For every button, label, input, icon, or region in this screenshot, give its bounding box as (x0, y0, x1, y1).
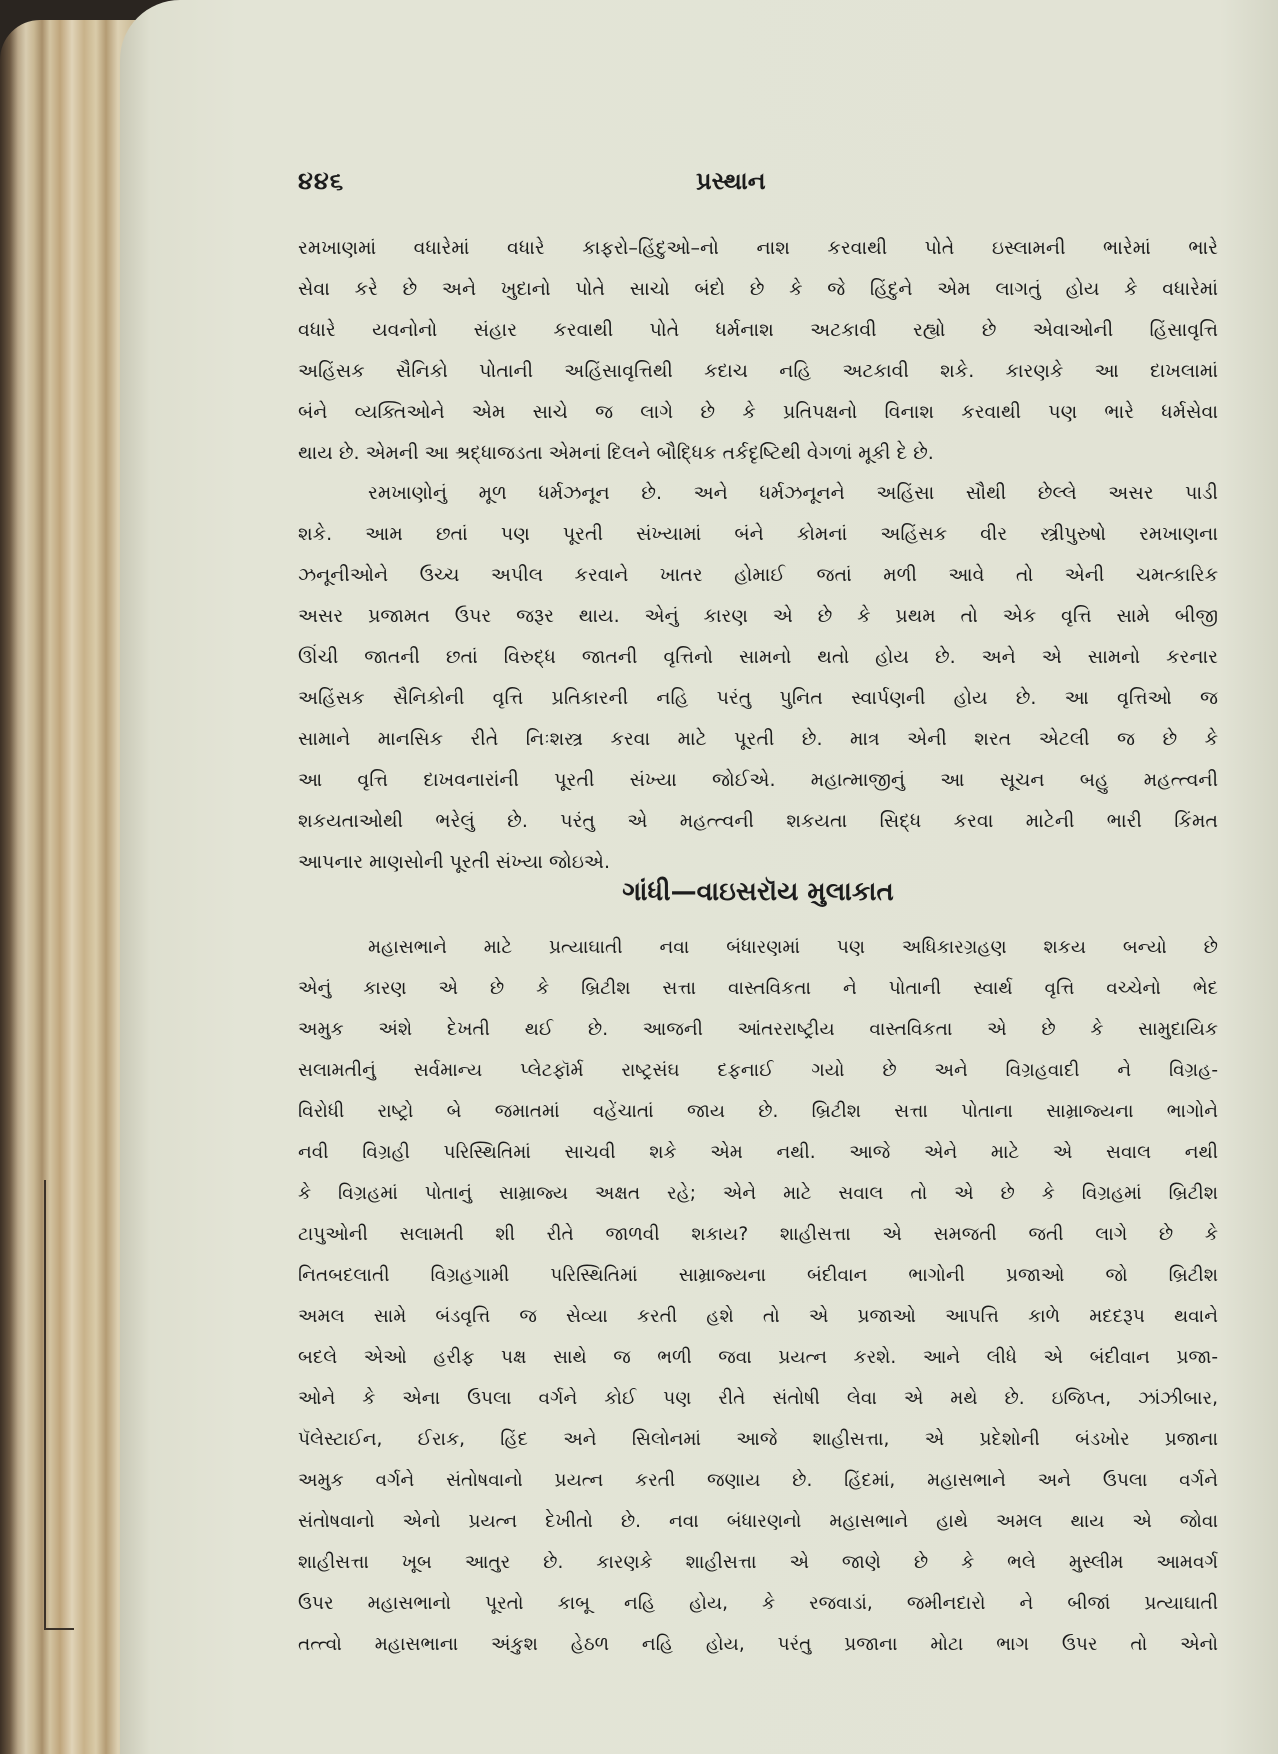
text-line: ઊંચી જાતની છતાં વિરુદ્ધ જાતની વૃત્તિનો સામનો થતો હોય છે. અને એ સામનો કરનાર (298, 646, 1218, 668)
text-line: અહિંસક સૈનિકો પોતાની અહિંસાવૃત્તિથી કદાચ નહિ અટકાવી શકે. કારણકે આ દાખલામાં (298, 360, 1218, 382)
text-line: શાહીસત્તા ખૂબ આતુર છે. કારણકે શાહીસત્તા એ જાણે છે કે ભલે મુસ્લીમ આમવર્ગ (298, 1552, 1218, 1573)
text-line: વધારે યવનોનો સંહાર કરવાથી પોતે ધર્મનાશ અટકાવી રહ્યો છે એવાઓની હિંસાવૃત્તિ (298, 319, 1218, 341)
running-title: પ્રસ્થાન (696, 167, 766, 195)
text-line: રમખાણોનું મૂળ ધર્મઝનૂન છે. અને ધર્મઝનૂનને અહિંસા સૌથી છેલ્લે અસર પાડી (368, 482, 1218, 504)
text-line: સેવા કરે છે અને ખુદાનો પોતે સાચો બંદો છે કે જે હિંદુને એમ લાગતું હોય કે વધારેમાં (298, 278, 1218, 300)
text-line: શકે. આમ છતાં પણ પૂરતી સંખ્યામાં બંને કોમનાં અહિંસક વીર સ્ત્રીપુરુષો રમખાણના (298, 523, 1218, 545)
text-line: રમખાણમાં વધારેમાં વધારે કાફરો–હિંદુઓ–નો નાશ કરવાથી પોતે ઇસ્લામની ભારેમાં ભારે (298, 237, 1218, 259)
text-line: થાય છે. એમની આ શ્રદ્ધાજડતા એમનાં દિલને બૌદ્ધિક તર્કદૃષ્ટિથી વેગળાં મૂકી દે છે. (298, 442, 934, 464)
text-line: એનું કારણ એ છે કે બ્રિટીશ સત્તા વાસ્તવિકતા ને પોતાની સ્વાર્થ વૃત્તિ વચ્ચેનો ભેદ (298, 978, 1218, 999)
text-line: સલામતીનું સર્વમાન્ય પ્લેટફૉર્મ રાષ્ટ્રસંઘ દફનાઈ ગયો છે અને વિગ્રહવાદી ને વિગ્રહ- (298, 1060, 1218, 1081)
binding-tick (44, 1628, 74, 1630)
text-line: સામાને માનસિક રીતે નિઃશસ્ત્ર કરવા માટે પૂરતી છે. માત્ર એની શરત એટલી જ છે કે (298, 728, 1218, 750)
text-line: પૅલેસ્ટાઈન, ઈરાક, હિંદ અને સિલોનમાં આજે શાહીસત્તા, એ પ્રદેશોની બંડખોર પ્રજાના (298, 1429, 1218, 1450)
text-line: ઉપર મહાસભાનો પૂરતો કાબૂ નહિ હોય, કે રજવાડાં, જમીનદારો ને બીજાં પ્રત્યાઘાતી (298, 1593, 1218, 1614)
text-line: કે વિગ્રહમાં પોતાનું સામ્રાજ્ય અક્ષત રહે; એને માટે સવાલ તો એ છે કે વિગ્રહમાં બ્રિટીશ (298, 1183, 1218, 1204)
text-line: મહાસભાને માટે પ્રત્યાઘાતી નવા બંધારણમાં પણ અધિકારગ્રહણ શકય બન્યો છે (368, 937, 1218, 958)
page-number: ૪૪૬ (298, 167, 345, 195)
text-line: શકયતાઓથી ભરેલું છે. પરંતુ એ મહત્ત્વની શકયતા સિદ્ધ કરવા માટેની ભારી કિંમત (298, 810, 1218, 832)
text-line: વિરોધી રાષ્ટ્રો બે જમાતમાં વહેંચાતાં જાય છે. બ્રિટીશ સત્તા પોતાના સામ્રાજ્યના ભાગોને (298, 1101, 1218, 1122)
text-line: અસર પ્રજામત ઉપર જરૂર થાય. એનું કારણ એ છે કે પ્રથમ તો એક વૃત્તિ સામે બીજી (298, 605, 1218, 627)
text-line: ઝનૂનીઓને ઉચ્ચ અપીલ કરવાને ખાતર હોમાઈ જતાં મળી આવે તો એની ચમત્કારિક (298, 564, 1218, 586)
page-header (172, 167, 1212, 203)
text-line: આપનાર માણસોની પૂરતી સંખ્યા જોઇએ. (298, 851, 611, 873)
section-heading: ગાંધી—વાઇસરૉય મુલાકાત (622, 877, 894, 907)
text-line: ટાપુઓની સલામતી શી રીતે જાળવી શકાય? શાહીસત્તા એ સમજતી જતી લાગે છે કે (298, 1224, 1218, 1245)
text-line: ઓને કે એના ઉપલા વર્ગને કોઈ પણ રીતે સંતોષી લેવા એ મથે છે. ઇજિપ્ત, ઝાંઝીબાર, (298, 1388, 1218, 1409)
text-line: અમુક વર્ગને સંતોષવાનો પ્રયત્ન કરતી જણાય છે. હિંદમાં, મહાસભાને અને ઉપલા વર્ગને (298, 1470, 1218, 1491)
paragraph-3 (298, 927, 1218, 1665)
text-line: નવી વિગ્રહી પરિસ્થિતિમાં સાચવી શકે એમ નથી. આજે એને માટે એ સવાલ નથી (298, 1142, 1218, 1163)
text-line: આ વૃત્તિ દાખવનારાંની પૂરતી સંખ્યા જોઈએ. મહાત્માજીનું આ સૂચન બહુ મહત્ત્વની (298, 769, 1218, 791)
text-line: સંતોષવાનો એનો પ્રયત્ન દેખીતો છે. નવા બંધારણનો મહાસભાને હાથે અમલ થાય એ જોવા (298, 1511, 1218, 1532)
paragraph-2 (298, 473, 1218, 883)
binding-mark (44, 1180, 46, 1630)
text-line: નિતબદલાતી વિગ્રહગામી પરિસ્થિતિમાં સામ્રાજ્યના બંદીવાન ભાગોની પ્રજાઓ જો બ્રિટીશ (298, 1265, 1218, 1286)
text-line: તત્ત્વો મહાસભાના અંકુશ હેઠળ નહિ હોય, પરંતુ પ્રજાના મોટા ભાગ ઉપર તો એનો (298, 1634, 1218, 1655)
text-line: અહિંસક સૈનિકોની વૃત્તિ પ્રતિકારની નહિ પરંતુ પુનિત સ્વાર્પણની હોય છે. આ વૃત્તિઓ જ (298, 687, 1218, 709)
text-line: અમુક અંશે દેખતી થઈ છે. આજની આંતરરાષ્ટ્રીય વાસ્તવિકતા એ છે કે સામુદાયિક (298, 1019, 1218, 1040)
text-line: બદલે એઓ હરીફ પક્ષ સાથે જ ભળી જવા પ્રયત્ન કરશે. આને લીધે એ બંદીવાન પ્રજા- (298, 1347, 1218, 1368)
paragraph-1 (298, 228, 1218, 474)
text-line: અમલ સામે બંડવૃત્તિ જ સેવ્યા કરતી હશે તો એ પ્રજાઓ આપત્તિ કાળે મદદરૂપ થવાને (298, 1306, 1218, 1327)
text-line: બંને વ્યક્તિઓને એમ સાચે જ લાગે છે કે પ્રતિપક્ષનો વિનાશ કરવાથી પણ ભારે ધર્મસેવા (298, 401, 1218, 423)
